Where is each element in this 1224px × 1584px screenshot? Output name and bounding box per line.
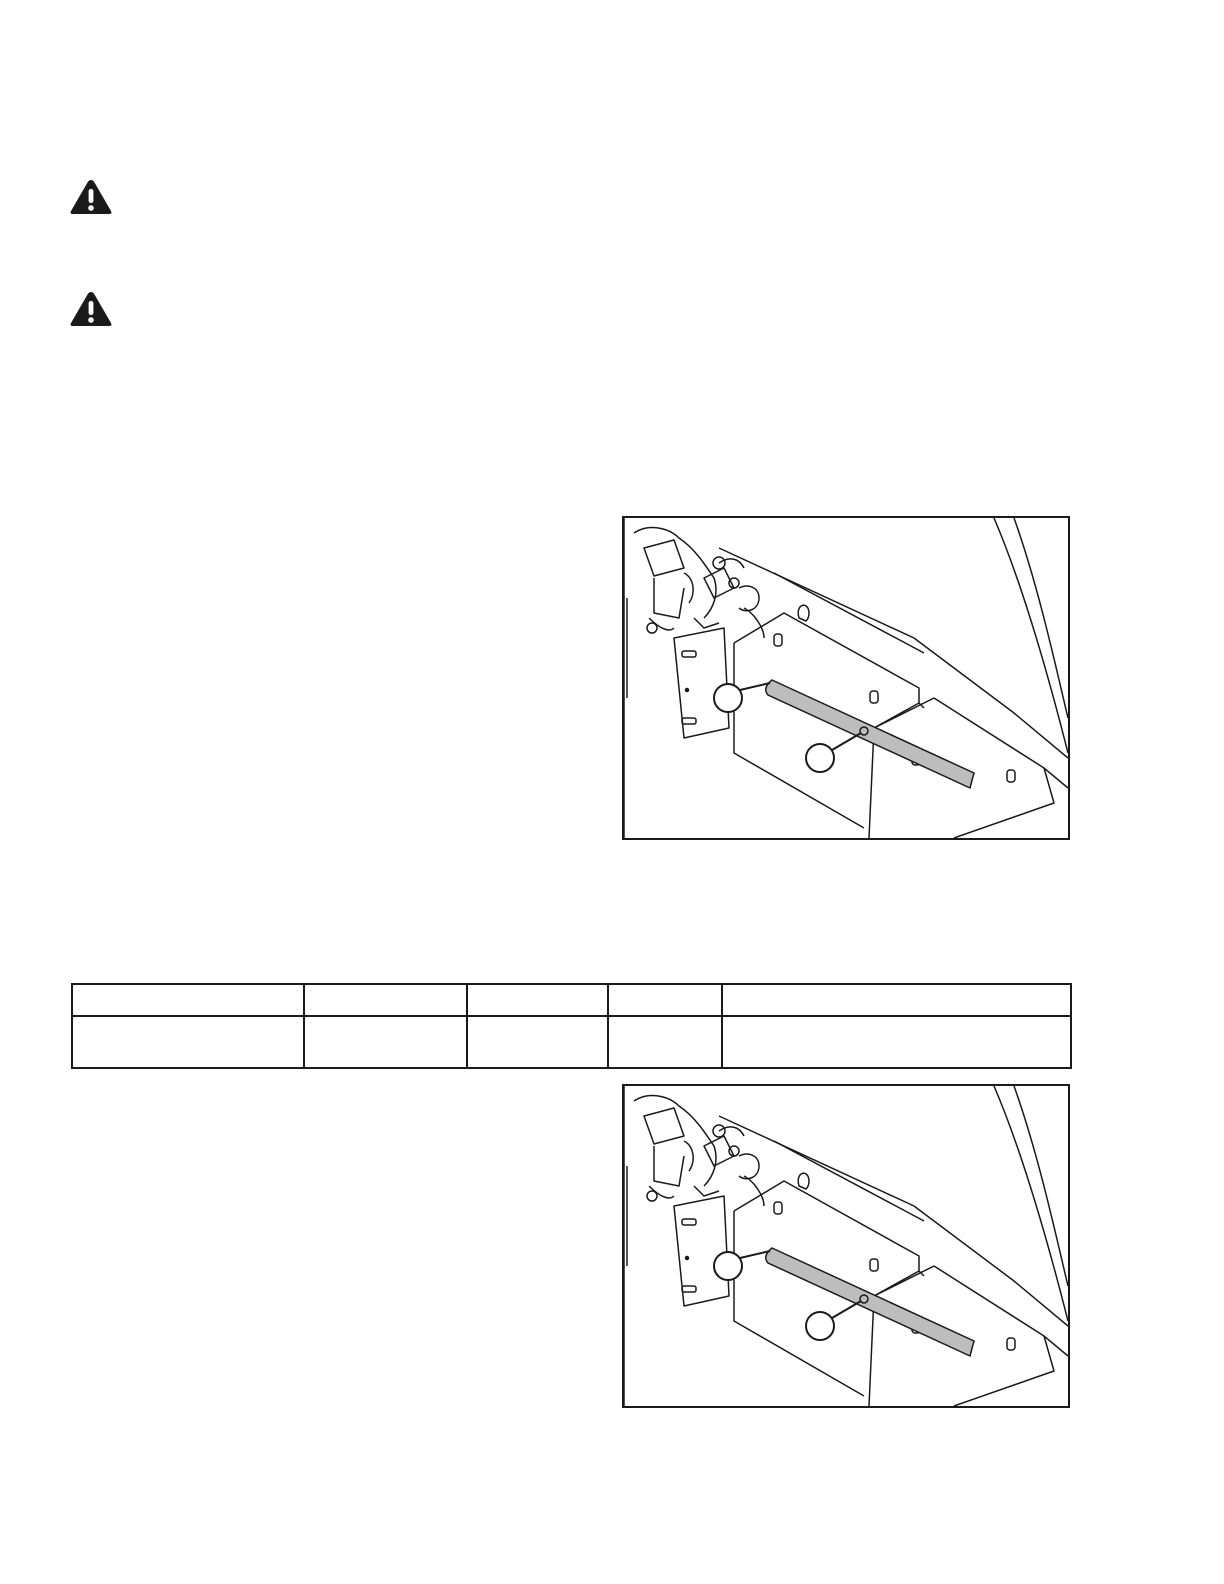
callout-marker — [806, 744, 834, 772]
table-row — [72, 1016, 1071, 1068]
table-header-row — [72, 984, 1071, 1016]
table-cell — [304, 1016, 467, 1068]
figure-line-drawing — [624, 1086, 1068, 1406]
figure-line-drawing — [624, 518, 1068, 838]
figure-hydraulic-panel-2 — [622, 1084, 1070, 1408]
table-cell — [72, 1016, 304, 1068]
table-header-cell — [608, 984, 722, 1016]
table-cell — [722, 1016, 1071, 1068]
callout-marker — [714, 1252, 742, 1280]
warning-triangle-icon — [69, 178, 113, 216]
callout-marker — [806, 1312, 834, 1340]
table-header-cell — [467, 984, 608, 1016]
table-cell — [467, 1016, 608, 1068]
table-header-cell — [722, 984, 1071, 1016]
warning-triangle-icon — [69, 290, 113, 328]
table-header-cell — [304, 984, 467, 1016]
callout-marker — [714, 684, 742, 712]
table-header-cell — [72, 984, 304, 1016]
table-cell — [608, 1016, 722, 1068]
figure-hydraulic-panel-1 — [622, 516, 1070, 840]
spec-table — [71, 983, 1072, 1069]
